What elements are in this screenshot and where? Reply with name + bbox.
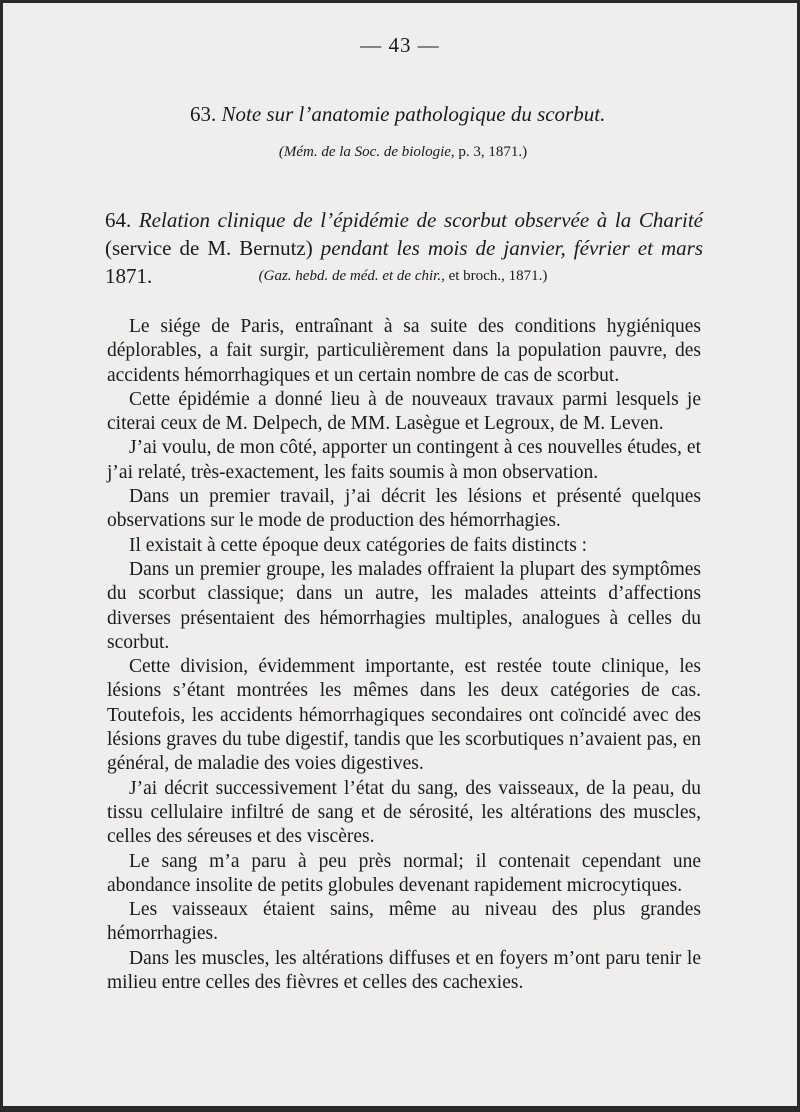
entry-64-source-journal: (Gaz. hebd. de méd. et de chir., bbox=[258, 268, 445, 284]
entry-64-title-part-3: pendant les mois de janvier, février et mars bbox=[320, 236, 703, 260]
entry-63-source-pages: p. 3, 1871.) bbox=[454, 144, 528, 160]
entry-63-source bbox=[3, 142, 800, 162]
paragraph: Le sang m’a paru à peu près normal; il contenait cependant une abondance insolite de petits globules devenant rapidement microcytiques. bbox=[107, 850, 701, 896]
body-text bbox=[107, 315, 701, 995]
paragraph: Dans un premier groupe, les malades offraient la plupart des symptômes du scorbut classique; dans un autre, les malades atteints d’affections diverses présentaient des hémorrhagies multiples, analogues à celles du scorbut. bbox=[107, 558, 701, 653]
entry-64-number: 64. bbox=[105, 208, 132, 232]
entry-63-number: 63. bbox=[190, 102, 217, 126]
paragraph: Les vaisseaux étaient sains, même au niveau des plus grandes hémorrhagies. bbox=[107, 899, 701, 945]
entry-64-source-details: et broch., 1871.) bbox=[444, 268, 548, 284]
entry-64-source bbox=[3, 266, 800, 286]
entry-64-title-part-1: Relation clinique de l’épidémie de scorbut observée à la Charité bbox=[138, 208, 703, 232]
entry-64-title-part-4: 1871. bbox=[105, 264, 153, 288]
page-number: — 43 — bbox=[360, 33, 440, 57]
paragraph: Cette division, évidemment importante, est restée toute clinique, les lésions s’étant montrées les mêmes dans les deux catégories de cas. Toutefois, les accidents hémorrhagiques secondaires ont coïncidé avec des lésions graves du tube digestif, tandis que les scorbutiques n’avaient pas, en général, de maladie des voies digestives. bbox=[107, 656, 701, 775]
entry-63-source-journal: (Mém. de la Soc. de biologie, bbox=[278, 144, 455, 160]
entry-63-title-text: Note sur l’anatomie pathologique du scorbut. bbox=[221, 102, 606, 126]
book-page bbox=[3, 3, 797, 1106]
entry-64-title-part-2: (service de M. Bernutz) bbox=[105, 236, 321, 260]
paragraph: Le siége de Paris, entraînant à sa suite des conditions hygiéniques déplorables, a fait surgir, particulièrement dans la population pauvre, des accidents hémorrhagiques et un certain nombre de cas de scorbut. bbox=[107, 316, 701, 386]
paragraph: Dans les muscles, les altérations diffuses et en foyers m’ont paru tenir le milieu entre celles des fièvres et celles des cachexies. bbox=[107, 947, 701, 994]
paragraph: Cette épidémie a donné lieu à de nouveaux travaux parmi lesquels je citerai ceux de M. Delpech, de MM. Lasègue et Legroux, de M. Leven. bbox=[107, 388, 701, 435]
paragraph: J’ai voulu, de mon côté, apporter un contingent à ces nouvelles études, et j’ai relaté, très-exactement, les faits soumis à mon observation. bbox=[107, 437, 701, 483]
paragraph: Il existait à cette époque deux catégories de faits distincts : bbox=[129, 534, 588, 556]
paragraph: Dans un premier travail, j’ai décrit les lésions et présenté quelques observations sur le mode de production des hémorrhagies. bbox=[107, 486, 701, 532]
paragraph: J’ai décrit successivement l’état du sang, des vaisseaux, de la peau, du tissu cellulaire infiltré de sang et de sérosité, les altérations des muscles, celles des séreuses et des viscères. bbox=[107, 777, 701, 848]
entry-63-title bbox=[105, 100, 703, 128]
